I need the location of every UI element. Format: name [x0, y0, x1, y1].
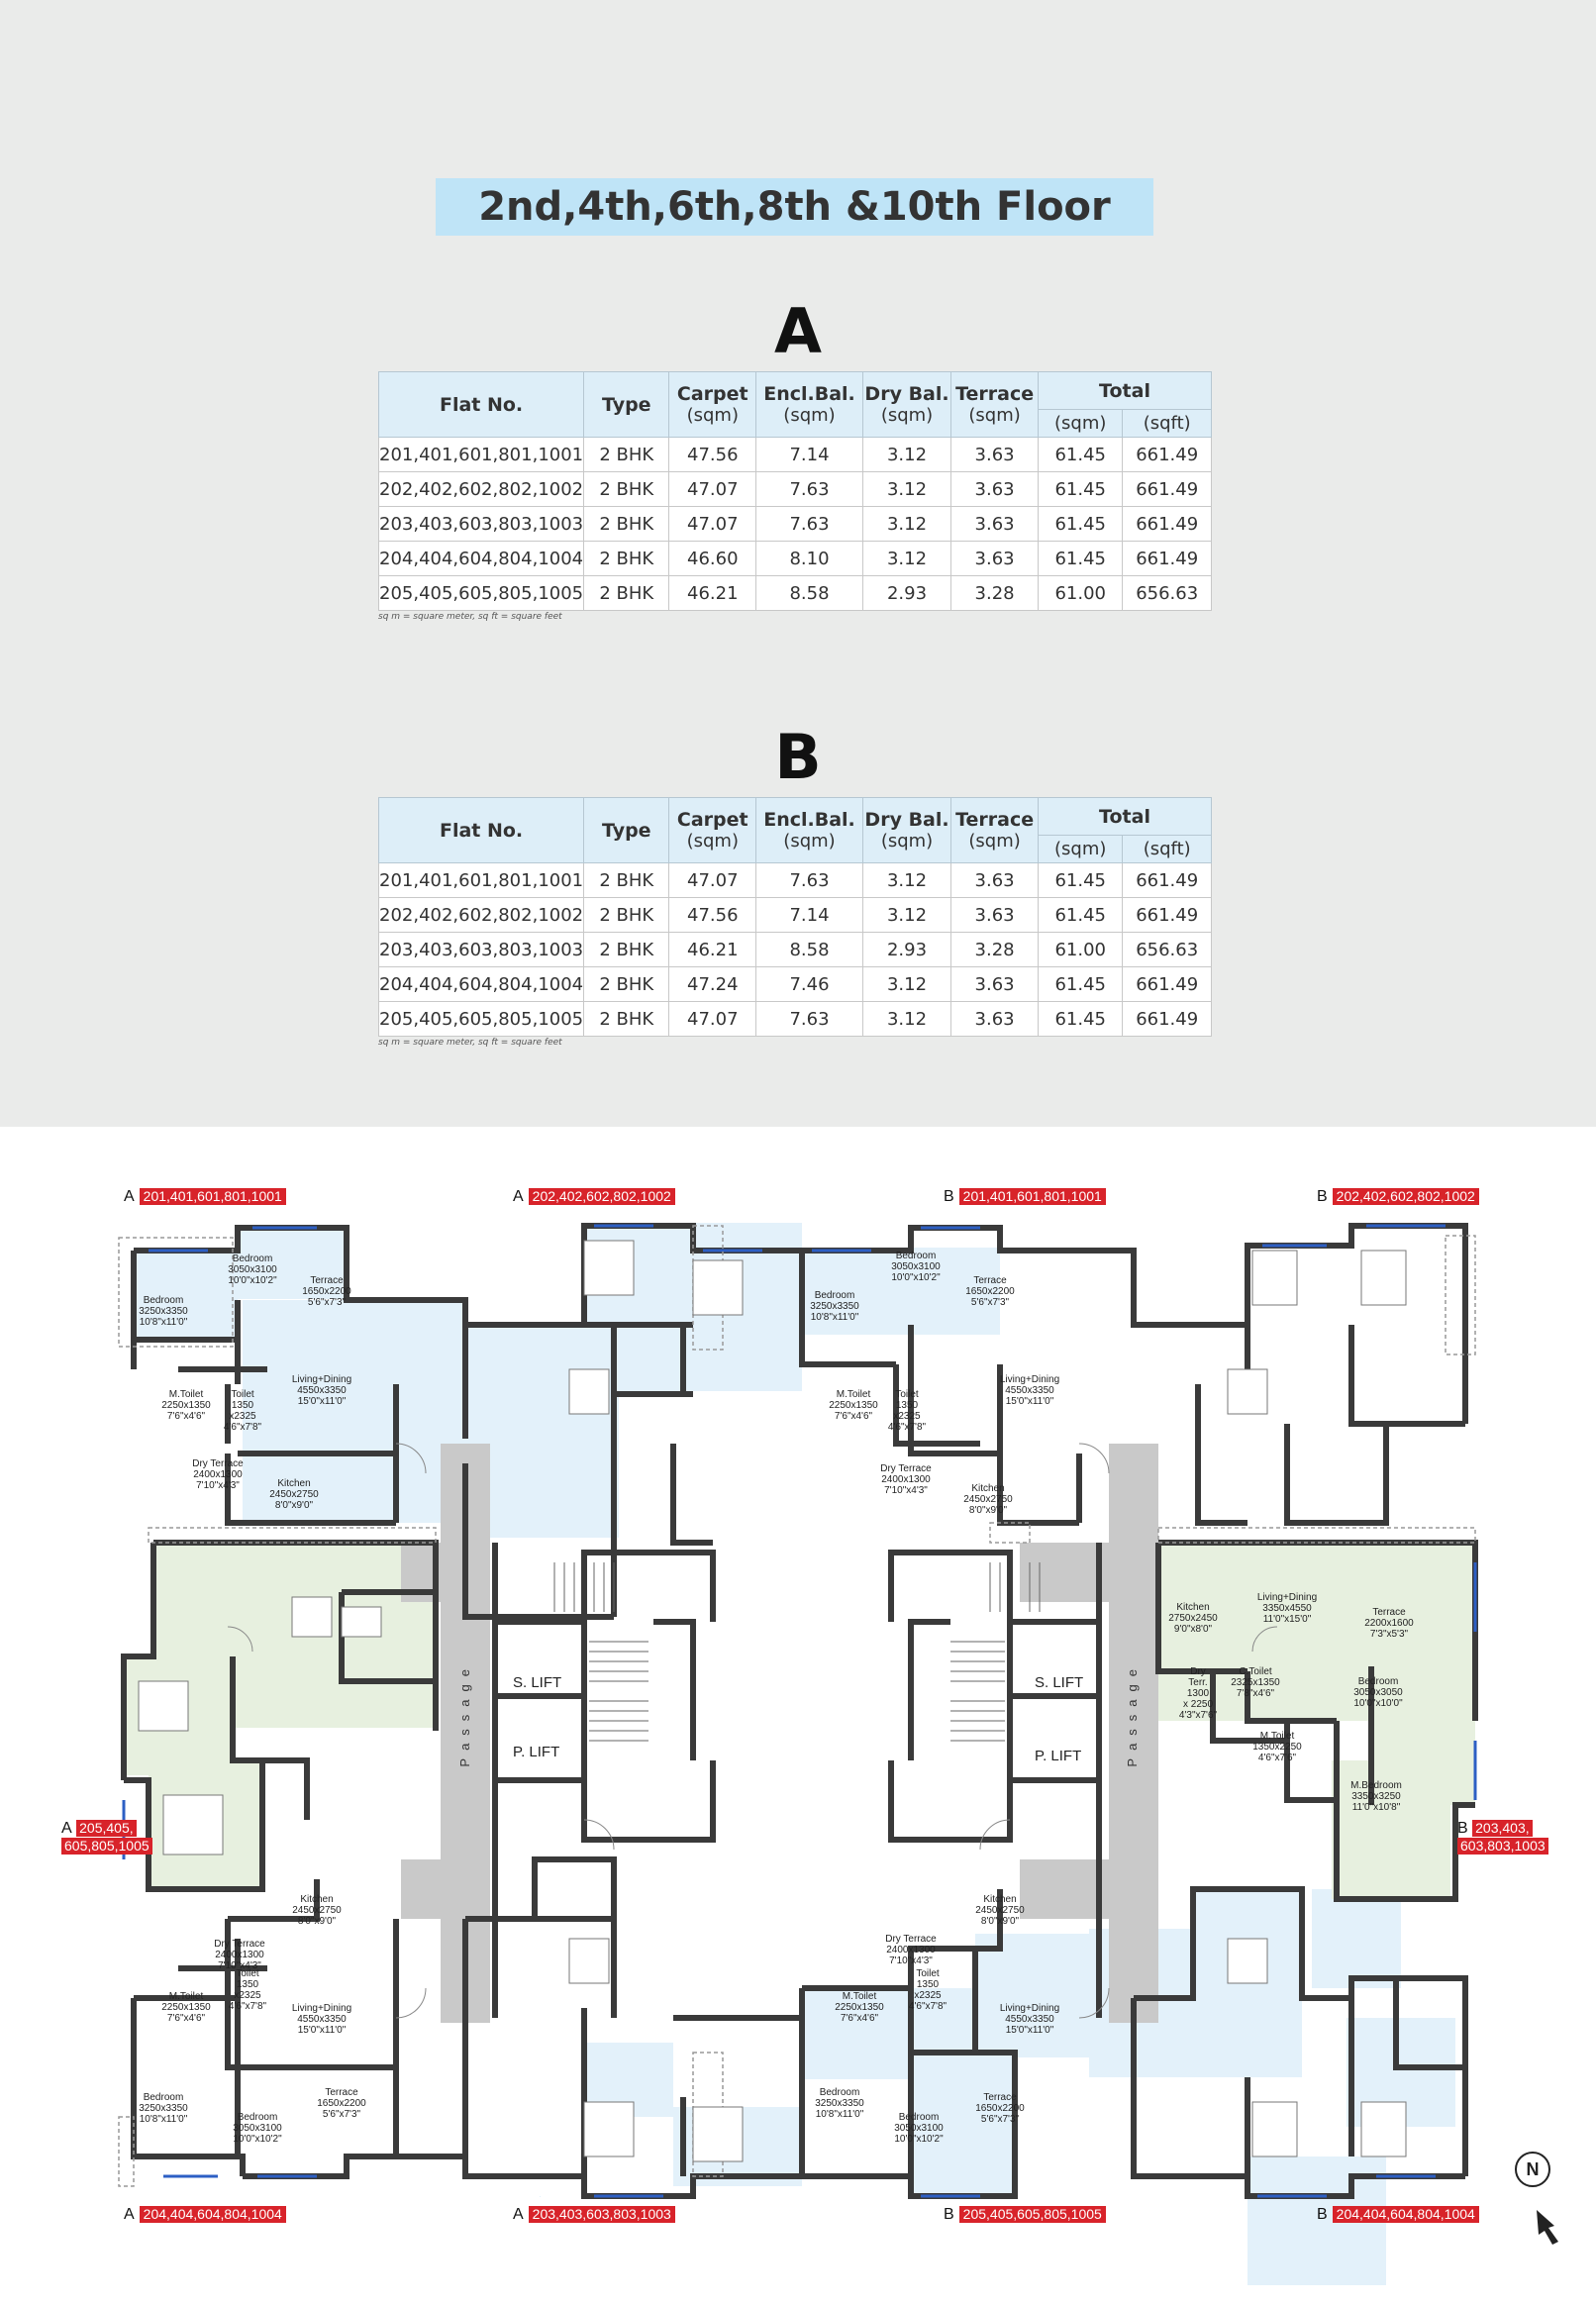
- col-dry-bal: Dry Bal. (sqm): [862, 372, 950, 438]
- room-name: Terrace: [983, 2092, 1017, 2103]
- room-label: [124, 1295, 203, 1328]
- table-cell: 3.63: [951, 438, 1039, 472]
- col-encl-bal: Encl.Bal. (sqm): [756, 372, 863, 438]
- room-label: [1247, 1592, 1327, 1625]
- table-cell: 3.63: [951, 542, 1039, 576]
- table-cell: 205,405,605,805,1005: [379, 576, 584, 611]
- room-dim: 4550x3350: [1005, 2014, 1054, 2025]
- label-a-204: A 204,404,604,804,1004: [124, 2206, 286, 2223]
- room-ft2: 4'6"x7'8": [228, 2001, 267, 2012]
- room-ft: 8'0"x9'0": [980, 1916, 1020, 1927]
- room-dim: 2450x2750: [292, 1905, 342, 1916]
- label-b-201: B 201,401,601,801,1001: [944, 1188, 1106, 1205]
- table-cell: 7.14: [756, 898, 863, 933]
- room-name: Living+Dining: [999, 2003, 1060, 2014]
- room-label: [282, 2003, 361, 2036]
- table-cell: 661.49: [1123, 472, 1212, 507]
- area-statement-section: [0, 0, 1596, 1127]
- table-cell: 3.63: [951, 1002, 1039, 1037]
- table-cell: 201,401,601,801,1001: [379, 863, 584, 898]
- room-name: Dry Terrace: [214, 1939, 265, 1950]
- room-label: [866, 1463, 946, 1496]
- table-cell: 3.12: [862, 898, 950, 933]
- table-cell: 61.45: [1039, 898, 1123, 933]
- room-dim: 1350: [231, 1400, 254, 1411]
- label-b-202: B 202,402,602,802,1002: [1317, 1188, 1479, 1205]
- room-ft: 10'0"x10'2": [233, 2134, 282, 2145]
- table-cell: 2 BHK: [584, 438, 669, 472]
- room-name: Kitchen: [1176, 1602, 1210, 1613]
- table-cell: 3.12: [862, 1002, 950, 1037]
- table-cell: 2 BHK: [584, 576, 669, 611]
- label-a-201: A 201,401,601,801,1001: [124, 1188, 286, 1205]
- room-label: [203, 1389, 282, 1433]
- table-cell: 205,405,605,805,1005: [379, 1002, 584, 1037]
- room-ft: 15'0"x11'0": [1005, 2025, 1054, 2036]
- room-name: Toilet: [231, 1389, 254, 1400]
- room-label: [950, 1275, 1030, 1308]
- room-ft2: 4'6"x7'8": [223, 1422, 262, 1433]
- label-a-205: A 205,405, 605,805,1005: [61, 1820, 152, 1855]
- room-dim: 2250x1350: [829, 1400, 878, 1411]
- table-row: [379, 1002, 1212, 1037]
- table-cell: 202,402,602,802,1002: [379, 472, 584, 507]
- table-row: [379, 863, 1212, 898]
- floor-plan: [0, 1127, 1596, 2306]
- table-cell: 3.12: [862, 472, 950, 507]
- room-name: C.Toilet: [1239, 1666, 1272, 1677]
- room-name: Living+Dining: [291, 1374, 352, 1385]
- room-dim: 1350: [236, 1979, 259, 1990]
- room-ft: 7'10"x4'3": [884, 1485, 928, 1496]
- label-b-204: B 204,404,604,804,1004: [1317, 2206, 1479, 2223]
- room-dim: 2450x2750: [269, 1489, 319, 1500]
- table-cell: 3.12: [862, 507, 950, 542]
- room-label: [879, 2112, 958, 2145]
- room-name: M.Toilet: [842, 1991, 877, 2002]
- table-cell: 61.45: [1039, 1002, 1123, 1037]
- room-label: [213, 1253, 292, 1286]
- room-dim: 1350: [895, 1400, 919, 1411]
- room-name: Living+Dining: [1256, 1592, 1318, 1603]
- room-dim: 1650x2200: [302, 1286, 351, 1297]
- room-label: [876, 1251, 955, 1283]
- room-name: Terrace: [325, 2087, 358, 2098]
- col-carpet: Carpet (sqm): [669, 372, 756, 438]
- room-name: M.Toilet: [168, 1991, 204, 2002]
- table-cell: 46.21: [669, 933, 756, 967]
- passenger-lift-right: P. LIFT: [1035, 1748, 1082, 1764]
- room-name: Bedroom: [237, 2112, 278, 2123]
- room-ft: x2325: [914, 1990, 942, 2001]
- table-cell: 2 BHK: [584, 898, 669, 933]
- room-ft: 11'0"x15'0": [1262, 1614, 1312, 1625]
- col-encl-bal: Encl.Bal. (sqm): [756, 798, 863, 863]
- room-name: M.Bedroom: [1350, 1780, 1402, 1791]
- room-label: [124, 2092, 203, 2125]
- tower-b-table: [378, 797, 1212, 1037]
- col-total-sqft: (sqft): [1123, 836, 1212, 863]
- room-name: Toilet: [236, 1968, 259, 1979]
- room-ft2: 4'6"x7'8": [887, 1422, 927, 1433]
- table-cell: 3.63: [951, 898, 1039, 933]
- room-name: Bedroom: [232, 1253, 273, 1264]
- table-cell: 47.24: [669, 967, 756, 1002]
- room-ft: 11'0"x10'8": [1351, 1802, 1401, 1813]
- room-name: Living+Dining: [999, 1374, 1060, 1385]
- room-ft: 7'10"x4'3": [218, 1960, 261, 1971]
- room-label: [178, 1458, 257, 1491]
- room-dim: 4550x3350: [297, 2014, 347, 2025]
- table-cell: 3.63: [951, 967, 1039, 1002]
- room-ft: 10'8"x11'0": [139, 1317, 188, 1328]
- room-label: [990, 2003, 1069, 2036]
- room-ft: 5'6"x7'3": [307, 1297, 347, 1308]
- room-ft: 1300: [1186, 1688, 1210, 1699]
- room-name: Bedroom: [1357, 1676, 1399, 1687]
- room-dim: 3050x3100: [894, 2123, 944, 2134]
- room-dim: 3050x3050: [1353, 1687, 1403, 1698]
- col-total-sqm: (sqm): [1039, 410, 1123, 438]
- col-total-sqft: (sqft): [1123, 410, 1212, 438]
- room-dim: 1650x2200: [975, 2103, 1025, 2114]
- room-dim: 3050x3100: [233, 2123, 282, 2134]
- room-label: [871, 1934, 950, 1966]
- room-name: Kitchen: [983, 1894, 1017, 1905]
- room-label: [888, 1968, 967, 2012]
- room-dim: 3050x3100: [891, 1261, 941, 1272]
- label-b-205: B 205,405,605,805,1005: [944, 2206, 1106, 2223]
- room-dim: 2450x2750: [975, 1905, 1025, 1916]
- room-label: [795, 1290, 874, 1323]
- table-cell: 3.28: [951, 576, 1039, 611]
- passage-label-right: Passage: [1125, 1661, 1140, 1767]
- room-ft2: x 2250: [1182, 1699, 1214, 1710]
- table-cell: 61.45: [1039, 507, 1123, 542]
- room-dim: 2250x1350: [161, 2002, 211, 2013]
- table-cell: 2 BHK: [584, 472, 669, 507]
- room-ft: 7'10"x4'3": [196, 1480, 240, 1491]
- table-row: [379, 507, 1212, 542]
- room-label: [990, 1374, 1069, 1407]
- room-dim: 3350x3250: [1351, 1791, 1401, 1802]
- room-ft: 9'0"x8'0": [1173, 1624, 1213, 1635]
- room-ft: 10'0"x10'2": [228, 1275, 277, 1286]
- room-dim: 2400x1300: [881, 1474, 931, 1485]
- room-dim: 2325x1350: [1231, 1677, 1280, 1688]
- room-ft: 7'8"x4'6": [1236, 1688, 1275, 1699]
- room-label: [960, 2092, 1040, 2125]
- table-cell: 61.00: [1039, 933, 1123, 967]
- room-dim: 3250x3350: [139, 1306, 188, 1317]
- room-name: Dry Terrace: [192, 1458, 244, 1469]
- table-cell: 661.49: [1123, 542, 1212, 576]
- room-name: Bedroom: [898, 2112, 940, 2123]
- room-name: Dry Terrace: [880, 1463, 932, 1474]
- tower-a-heading: A: [774, 295, 822, 367]
- table-cell: 8.58: [756, 933, 863, 967]
- table-cell: 8.58: [756, 576, 863, 611]
- table-cell: 2 BHK: [584, 933, 669, 967]
- tower-a-table: [378, 371, 1212, 611]
- table-cell: 3.63: [951, 863, 1039, 898]
- room-name: Toilet: [916, 1968, 940, 1979]
- table-cell: 201,401,601,801,1001: [379, 438, 584, 472]
- unit-note-a: sq m = square meter, sq ft = square feet: [378, 612, 562, 622]
- room-label: [200, 1939, 279, 1971]
- room-label: [867, 1389, 947, 1433]
- unit-note-b: sq m = square meter, sq ft = square feet: [378, 1038, 562, 1048]
- room-dim: 2250x1350: [835, 2002, 884, 2013]
- label-b-203: B 203,403, 603,803,1003: [1457, 1820, 1548, 1855]
- col-dry-bal: Dry Bal. (sqm): [862, 798, 950, 863]
- table-cell: 7.63: [756, 507, 863, 542]
- room-label: [147, 1991, 226, 2024]
- col-terrace: Terrace (sqm): [951, 372, 1039, 438]
- table-cell: 2 BHK: [584, 542, 669, 576]
- room-label: [218, 2112, 297, 2145]
- table-cell: 3.28: [951, 933, 1039, 967]
- room-name: Dry Terrace: [885, 1934, 937, 1945]
- table-cell: 61.45: [1039, 542, 1123, 576]
- room-name: Living+Dining: [291, 2003, 352, 2014]
- table-cell: 661.49: [1123, 438, 1212, 472]
- room-label: [277, 1894, 356, 1927]
- table-cell: 7.63: [756, 863, 863, 898]
- room-label: [1337, 1780, 1416, 1813]
- room-ft: 5'6"x7'3": [322, 2109, 361, 2120]
- room-name: M.Toilet: [168, 1389, 204, 1400]
- col-total: Total: [1039, 372, 1212, 410]
- room-dim: 1650x2200: [965, 1286, 1015, 1297]
- label-a-202: A 202,402,602,802,1002: [513, 1188, 675, 1205]
- room-ft: x2325: [234, 1990, 261, 2001]
- room-label: [820, 1991, 899, 2024]
- table-cell: 7.14: [756, 438, 863, 472]
- col-carpet: Carpet (sqm): [669, 798, 756, 863]
- table-cell: 3.63: [951, 472, 1039, 507]
- passenger-lift-left: P. LIFT: [513, 1744, 560, 1760]
- room-dim: 3250x3350: [810, 1301, 859, 1312]
- table-cell: 7.63: [756, 472, 863, 507]
- table-cell: 47.07: [669, 863, 756, 898]
- room-ft: 7'6"x4'6": [166, 1411, 206, 1422]
- room-label: [800, 2087, 879, 2120]
- room-dim: 1350: [916, 1979, 940, 1990]
- room-label: [1339, 1676, 1418, 1709]
- room-name: Kitchen: [971, 1483, 1005, 1494]
- room-ft: 15'0"x11'0": [1005, 1396, 1054, 1407]
- table-cell: 656.63: [1123, 576, 1212, 611]
- stairs: [554, 1562, 1040, 1741]
- room-ft: 10'0"x10'0": [1353, 1698, 1403, 1709]
- room-ft: 15'0"x11'0": [297, 2025, 347, 2036]
- table-cell: 661.49: [1123, 967, 1212, 1002]
- room-ft: 8'0"x9'0": [274, 1500, 314, 1511]
- room-ft: 7'3"x5'3": [1369, 1629, 1409, 1640]
- table-cell: 661.49: [1123, 1002, 1212, 1037]
- room-name: Bedroom: [143, 2092, 184, 2103]
- table-row: [379, 898, 1212, 933]
- room-dim: 1650x2200: [317, 2098, 366, 2109]
- room-label: [282, 1374, 361, 1407]
- room-dim: 2400x1300: [215, 1950, 264, 1960]
- table-cell: 2 BHK: [584, 863, 669, 898]
- col-flat-no: Flat No.: [379, 798, 584, 863]
- table-row: [379, 438, 1212, 472]
- service-lift-left: S. LIFT: [513, 1674, 562, 1691]
- col-flat-no: Flat No.: [379, 372, 584, 438]
- room-ft: 8'0"x9'0": [297, 1916, 337, 1927]
- room-ft3: 4'3"x7'6": [1178, 1710, 1218, 1721]
- room-name: Bedroom: [143, 1295, 184, 1306]
- room-dim: 3050x3100: [228, 1264, 277, 1275]
- label-a-203: A 203,403,603,803,1003: [513, 2206, 675, 2223]
- room-dim: 2400x1300: [193, 1469, 243, 1480]
- room-label: [1153, 1602, 1233, 1635]
- room-ft: 8'0"x9'0": [968, 1505, 1008, 1516]
- table-row: [379, 967, 1212, 1002]
- room-dim: 2200x1600: [1364, 1618, 1414, 1629]
- table-cell: 3.12: [862, 863, 950, 898]
- room-ft: 7'6"x4'6": [840, 2013, 879, 2024]
- room-ft: 10'0"x10'2": [891, 1272, 941, 1283]
- room-dim: 2750x2450: [1168, 1613, 1218, 1624]
- table-cell: 2 BHK: [584, 967, 669, 1002]
- table-cell: 3.12: [862, 542, 950, 576]
- room-dim: 4550x3350: [297, 1385, 347, 1396]
- room-dim: 1350x2250: [1252, 1742, 1302, 1753]
- table-cell: 661.49: [1123, 507, 1212, 542]
- table-cell: 3.12: [862, 967, 950, 1002]
- table-row: [379, 933, 1212, 967]
- table-cell: 7.46: [756, 967, 863, 1002]
- col-terrace: Terrace (sqm): [951, 798, 1039, 863]
- table-cell: 3.63: [951, 507, 1039, 542]
- room-dim: 2400x1300: [886, 1945, 936, 1955]
- table-cell: 661.49: [1123, 863, 1212, 898]
- north-arrow-icon: [1537, 2210, 1558, 2245]
- room-ft: 7'10"x4'3": [889, 1955, 933, 1966]
- room-name: Kitchen: [277, 1478, 311, 1489]
- table-cell: 47.56: [669, 438, 756, 472]
- table-cell: 8.10: [756, 542, 863, 576]
- table-cell: 46.60: [669, 542, 756, 576]
- col-total-sqm: (sqm): [1039, 836, 1123, 863]
- room-ft: x2325: [893, 1411, 921, 1422]
- table-cell: 204,404,604,804,1004: [379, 542, 584, 576]
- table-cell: 61.45: [1039, 863, 1123, 898]
- room-name: Terrace: [310, 1275, 344, 1286]
- table-row: [379, 542, 1212, 576]
- tower-b-heading: B: [774, 721, 822, 793]
- service-lift-right: S. LIFT: [1035, 1674, 1084, 1691]
- table-cell: 202,402,602,802,1002: [379, 898, 584, 933]
- room-label: [1216, 1666, 1295, 1699]
- table-cell: 203,403,603,803,1003: [379, 933, 584, 967]
- table-row: [379, 576, 1212, 611]
- col-type: Type: [584, 372, 669, 438]
- table-cell: 47.07: [669, 472, 756, 507]
- room-label: [1238, 1731, 1317, 1763]
- room-label: [1349, 1607, 1429, 1640]
- table-cell: 47.07: [669, 1002, 756, 1037]
- table-cell: 47.56: [669, 898, 756, 933]
- room-dim: 2250x1350: [161, 1400, 211, 1411]
- room-ft: 10'0"x10'2": [894, 2134, 944, 2145]
- col-type: Type: [584, 798, 669, 863]
- room-ft: 7'6"x4'6": [166, 2013, 206, 2024]
- room-label: [960, 1894, 1040, 1927]
- room-name: Kitchen: [300, 1894, 334, 1905]
- room-ft: 10'8"x11'0": [815, 2109, 864, 2120]
- table-cell: 46.21: [669, 576, 756, 611]
- room-ft: 10'8"x11'0": [139, 2114, 188, 2125]
- room-label: [302, 2087, 381, 2120]
- table-cell: 47.07: [669, 507, 756, 542]
- room-label: [287, 1275, 366, 1308]
- table-row: [379, 472, 1212, 507]
- table-cell: 2.93: [862, 576, 950, 611]
- room-dim: 3350x4550: [1262, 1603, 1312, 1614]
- table-cell: 203,403,603,803,1003: [379, 507, 584, 542]
- room-name: Bedroom: [819, 2087, 860, 2098]
- room-ft: 5'6"x7'3": [970, 1297, 1010, 1308]
- table-cell: 61.00: [1039, 576, 1123, 611]
- room-name: Terrace: [1372, 1607, 1406, 1618]
- room-name: M.Toilet: [1259, 1731, 1295, 1742]
- table-cell: 204,404,604,804,1004: [379, 967, 584, 1002]
- room-name: M.Toilet: [836, 1389, 871, 1400]
- room-name: Dry: [1190, 1666, 1206, 1677]
- room-dim: 2450x2750: [963, 1494, 1013, 1505]
- room-name: Terrace: [973, 1275, 1007, 1286]
- table-cell: 2.93: [862, 933, 950, 967]
- room-name: Bedroom: [895, 1251, 937, 1261]
- room-ft2: 4'6"x7'8": [908, 2001, 948, 2012]
- table-cell: 656.63: [1123, 933, 1212, 967]
- room-ft: 15'0"x11'0": [297, 1396, 347, 1407]
- room-ft: 7'6"x4'6": [834, 1411, 873, 1422]
- room-ft: x2325: [229, 1411, 256, 1422]
- room-dim: 3250x3350: [815, 2098, 864, 2109]
- north-compass: N: [1515, 2152, 1550, 2187]
- table-cell: 661.49: [1123, 898, 1212, 933]
- table-cell: 2 BHK: [584, 1002, 669, 1037]
- table-cell: 61.45: [1039, 472, 1123, 507]
- room-name: Toilet: [895, 1389, 919, 1400]
- room-name: Bedroom: [814, 1290, 855, 1301]
- passage-label-left: Passage: [457, 1661, 472, 1767]
- room-dim: 3250x3350: [139, 2103, 188, 2114]
- table-cell: 3.12: [862, 438, 950, 472]
- table-cell: 61.45: [1039, 438, 1123, 472]
- table-cell: 2 BHK: [584, 507, 669, 542]
- room-ft: 5'6"x7'3": [980, 2114, 1020, 2125]
- room-label: [254, 1478, 334, 1511]
- table-cell: 7.63: [756, 1002, 863, 1037]
- room-label: [948, 1483, 1028, 1516]
- floor-title: 2nd,4th,6th,8th &10th Floor: [436, 178, 1153, 236]
- room-dim: Terr.: [1188, 1677, 1208, 1688]
- room-ft: 4'6"x7'6": [1257, 1753, 1297, 1763]
- room-dim: 4550x3350: [1005, 1385, 1054, 1396]
- table-cell: 61.45: [1039, 967, 1123, 1002]
- col-total: Total: [1039, 798, 1212, 836]
- room-ft: 10'8"x11'0": [810, 1312, 859, 1323]
